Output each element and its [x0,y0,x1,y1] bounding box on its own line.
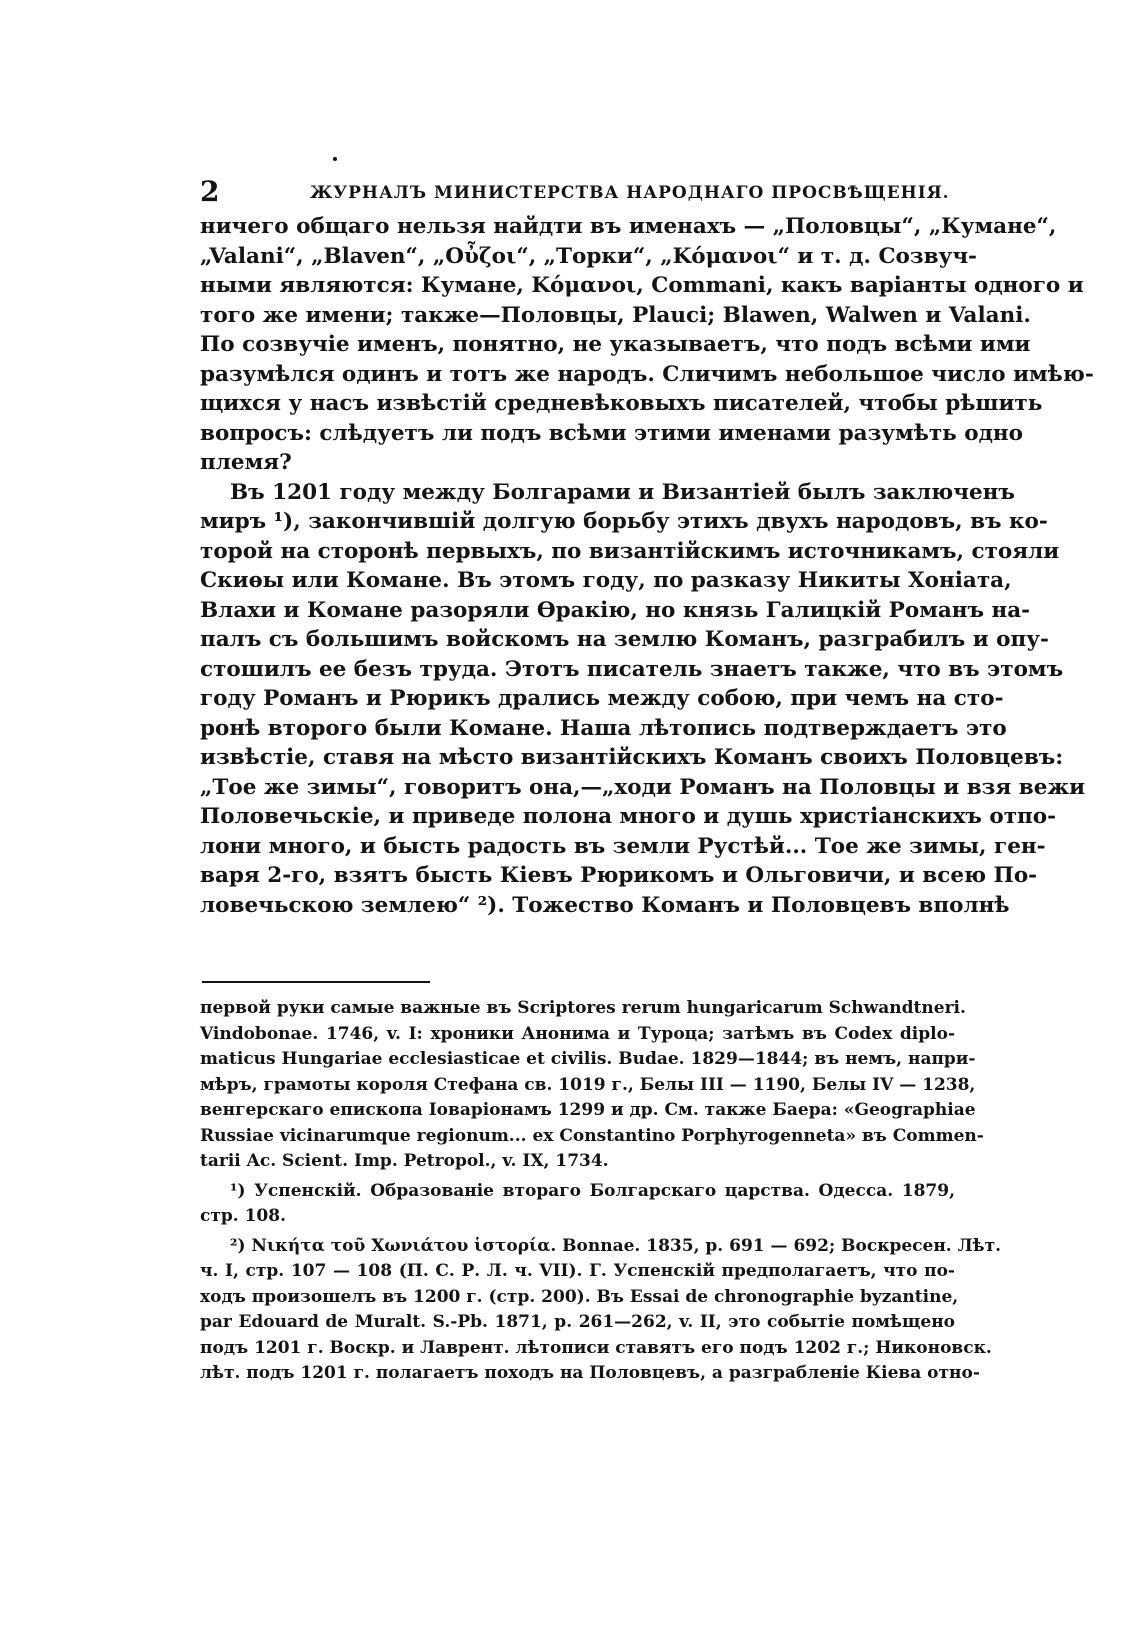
body-line: миръ ¹), закончившій долгую борьбу этихъ двухъ народовъ, въ ко- [200,509,1048,534]
running-head: ЖУРНАЛЪ МИНИСТЕРСТВА НАРОДНАГО ПРОСВѢЩЕНІЯ. [310,183,950,203]
footnote-line: венгерскаго епископа Іоваріонамъ 1299 и др. См. также Баера: «Geographiae [200,1100,976,1120]
body-line: По созвучіе именъ, понятно, не указываетъ, что подъ всѣми ими [200,332,1031,357]
body-line: лони много, и бысть радость въ земли Рустѣй... Тое же зимы, ген- [200,833,1046,859]
body-line: ными являются: Кумане, Κόμανοι, Commani, какъ варіанты одного и [200,273,1084,298]
body-line: разумѣлся одинъ и тотъ же народъ. Сличимъ небольшое число имѣю- [200,361,1094,387]
footnote-2: ²) Νικήτα τοῦ Χωνιάτου ἱστορία. Bonnae. 1835, p. 691 — 692; Воскресен. Лѣт. [230,1235,1002,1256]
body-line: варя 2-го, взятъ бысть Кіевъ Рюрикомъ и Ольговичи, и всею По- [200,863,1038,888]
footnote-line: первой руки самые важные въ Scriptores rerum hungaricarum Schwandtneri. [200,998,966,1018]
body-line: ничего общаго нельзя найдти въ именахъ — „Половцы“, „Кумане“, [200,214,1057,239]
footnote-separator-rule [202,981,430,983]
footnote-line: par Edouard de Muralt. S.-Pb. 1871, p. 261—262, v. II, это событіе помѣщено [200,1312,955,1332]
footnote-1: ¹) Успенскій. Образованіе втораго Болгарскаго царства. Одесса. 1879, [230,1180,955,1201]
body-line: того же имени; также—Половцы, Plauci; Blawen, Walwen и Valani. [200,302,1031,328]
footnote-line: лѣт. подъ 1201 г. полагаетъ походъ на Половцевъ, а разграбленіе Кіева отно- [200,1363,980,1383]
body-line: „Тое же зимы“, говоритъ она,—„ходи Романъ на Половцы и взя вежи [200,774,1086,800]
body-line: ловечьскою землею“ ²). Тожество Команъ и Половцевъ вполнѣ [200,892,1010,918]
body-text [200,212,1094,920]
body-line: Половечьскіе, и приведе полона много и душь христіанскихъ отпо- [200,804,1057,829]
body-line: палъ съ большимъ войскомъ на землю Команъ, разграбилъ и опу- [200,627,1049,652]
body-line-paragraph-start: Въ 1201 году между Болгарами и Византіей былъ заключенъ [230,479,1015,505]
footnote-line: tarii Ac. Scient. Imp. Petropol., v. IX, 1734. [200,1151,609,1171]
body-line: Влахи и Комане разоряли Ѳракію, но князь Галицкій Романъ на- [200,597,1031,623]
body-line: вопросъ: слѣдуетъ ли подъ всѣми этими именами разумѣть одно [200,420,1023,446]
footnote-line: Vindobonae. 1746, v. I: хроники Анонима и Туроца; затѣмъ въ Codex diplo- [200,1023,955,1044]
page-header [200,172,960,212]
body-line: году Романъ и Рюрикъ дрались между собою, при чемъ на сто- [200,686,1004,711]
body-line: „Valani“, „Blaven“, „Οὖζοι“, „Торки“, „Κόμανοι“ и т. д. Созвуч- [200,243,977,269]
footnote-line: ч. I, стр. 107 — 108 (П. С. Р. Л. ч. VII). Г. Успенскій предполагаетъ, что по- [200,1261,955,1281]
footnote-line: maticus Hungariae ecclesiasticae et civilis. Budae. 1829—1844; въ немъ, напри- [200,1049,976,1069]
footnote-line: подъ 1201 г. Воскр. и Лаврент. лѣтописи ставятъ его подъ 1202 г.; Никоновск. [200,1337,992,1358]
body-line: ронѣ второго были Комане. Наша лѣтопись подтверждаетъ это [200,715,1007,741]
footnote-line: стр. 108. [200,1206,287,1226]
body-line: Скиѳы или Комане. Въ этомъ году, по разказу Никиты Хоніата, [200,568,1012,593]
footnotes [200,996,1002,1387]
footnote-line: Russiae vicinarumque regionum... ex Constantino Porphyrogenneta» въ Commen- [200,1125,984,1146]
body-line-paragraph-end: племя? [200,450,292,475]
body-line: стошилъ ее безъ труда. Этотъ писатель знаетъ также, что въ этомъ [200,656,1064,682]
footnote-line: мѣръ, грамоты короля Стефана св. 1019 г., Белы III — 1190, Белы IV — 1238, [200,1074,976,1095]
page-number: 2 [200,175,220,208]
footnote-line: ходъ произошелъ въ 1200 г. (стр. 200). Въ Essai de chronographie byzantine, [200,1286,959,1307]
body-line: щихся у насъ извѣстій средневѣковыхъ писателей, чтобы рѣшить [200,391,1043,416]
body-line: извѣстіе, ставя на мѣсто византійскихъ Команъ своихъ Половцевъ: [200,745,1064,770]
body-line: торой на сторонѣ первыхъ, по византійскимъ источникамъ, стояли [200,538,1060,564]
header-ornament-dot [333,157,337,161]
